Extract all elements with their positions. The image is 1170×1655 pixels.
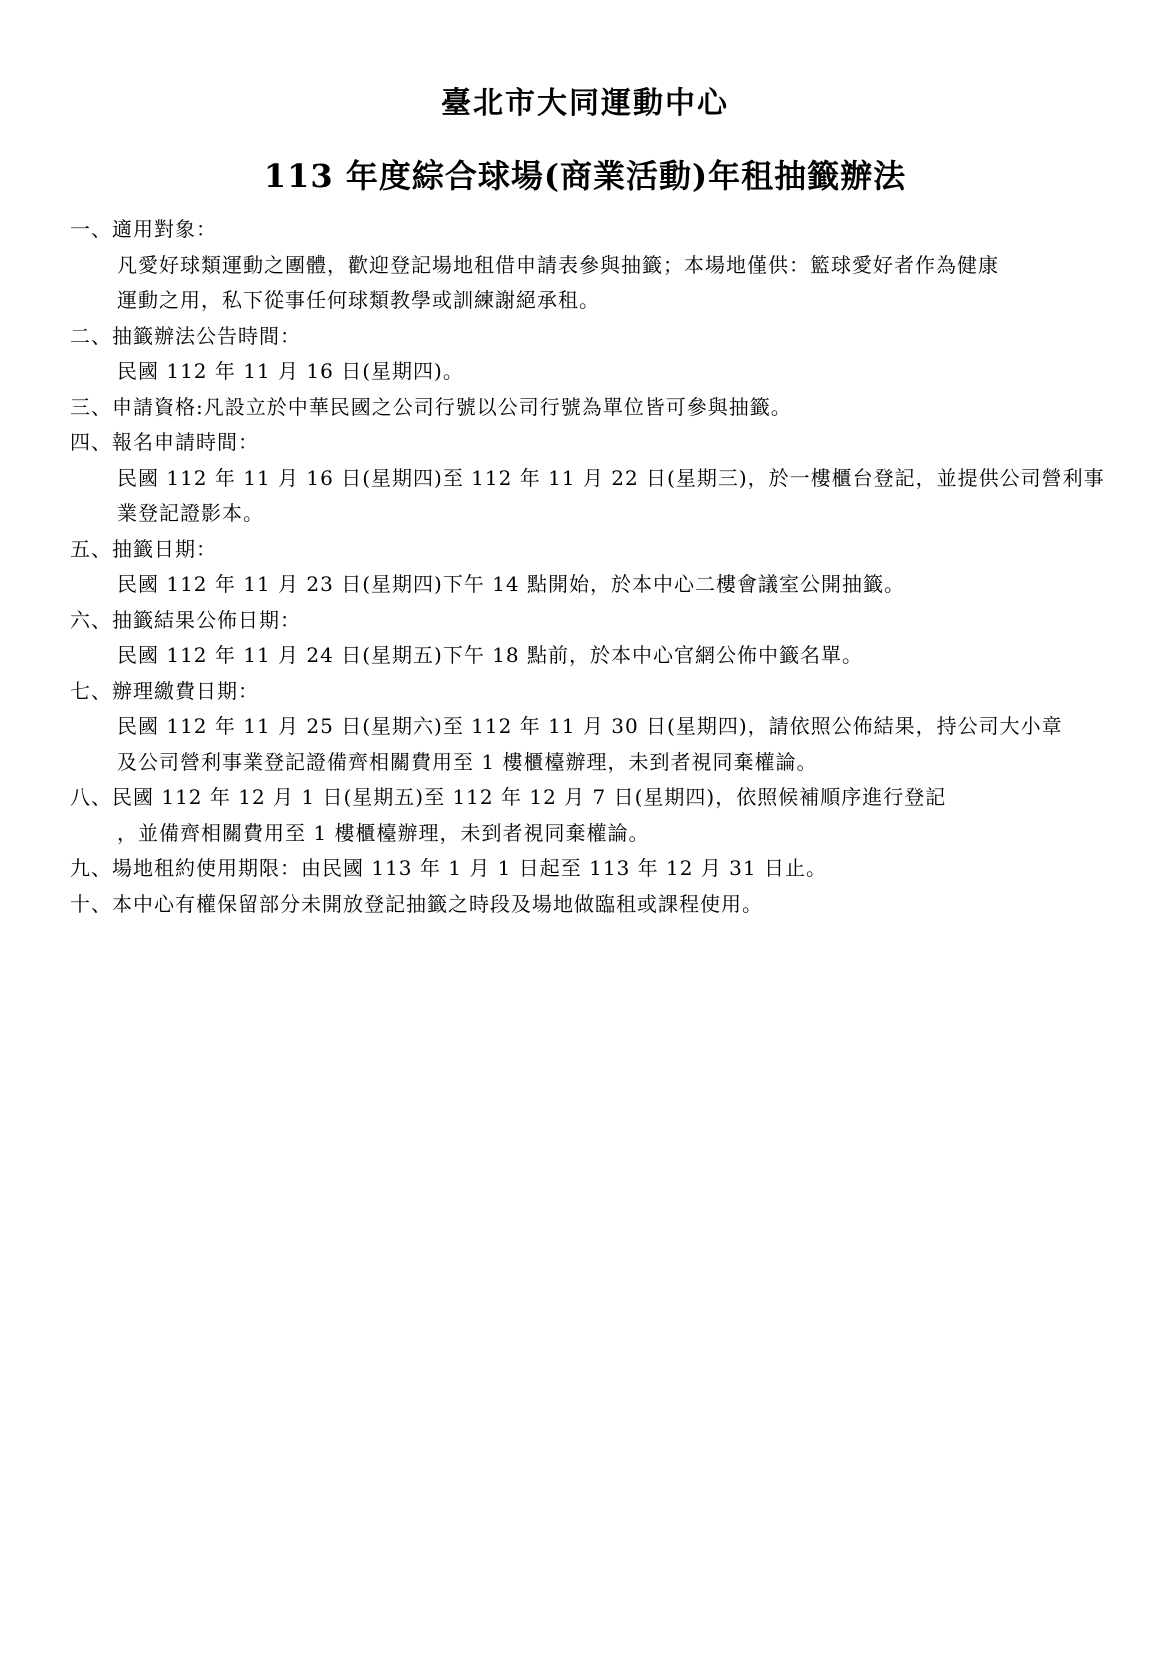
section-3-text: 三、申請資格:凡設立於中華民國之公司行號以公司行號為單位皆可參與抽籤。 <box>70 394 792 419</box>
section-4-heading: 四、報名申請時間： <box>70 430 259 454</box>
section-8-text-line-1: 八、民國 112 年 12 月 1 日(星期五)至 112 年 12 月 7 日(星期四)，依照候補順序進行登記 <box>70 785 947 809</box>
section-4-text-line-2: 業登記證影本。 <box>117 501 264 525</box>
document-subtitle: 113 年度綜合球場(商業活動)年租抽籤辦法 <box>263 157 907 195</box>
section-2-heading: 二、抽籤辦法公告時間： <box>70 323 301 348</box>
section-7-text-line-1: 民國 112 年 11 月 25 日(星期六)至 112 年 11 月 30 日(星期四)，請依照公佈結果，持公司大小章 <box>117 714 1063 738</box>
section-1-text-line-2: 運動之用，私下從事任何球類教學或訓練謝絕承租。 <box>117 288 600 312</box>
document-title: 臺北市大同運動中心 <box>441 86 729 121</box>
section-10-text: 十、本中心有權保留部分未開放登記抽籤之時段及場地做臨租或課程使用。 <box>70 891 763 916</box>
section-1-text-line-1: 凡愛好球類運動之團體，歡迎登記場地租借申請表參與抽籤；本場地僅供：籃球愛好者作為健康 <box>117 252 999 277</box>
section-6-heading: 六、抽籤結果公佈日期： <box>70 607 301 632</box>
section-5-heading: 五、抽籤日期： <box>70 536 217 561</box>
section-7-text-line-2: 及公司營利事業登記證備齊相關費用至 1 樓櫃檯辦理，未到者視同棄權論。 <box>117 749 818 774</box>
section-7-heading: 七、辦理繳費日期： <box>70 678 259 703</box>
section-9-text: 九、場地租約使用期限：由民國 113 年 1 月 1 日起至 113 年 12 月 31 日止。 <box>70 856 827 880</box>
section-4-text-line-1: 民國 112 年 11 月 16 日(星期四)至 112 年 11 月 22 日(星期三)，於一樓櫃台登記，並提供公司營利事 <box>117 465 1105 490</box>
section-8-text-line-2: ，並備齊相關費用至 1 樓櫃檯辦理，未到者視同棄權論。 <box>117 820 650 845</box>
section-1-heading: 一、適用對象： <box>70 217 217 241</box>
section-2-text: 民國 112 年 11 月 16 日(星期四)。 <box>117 359 464 383</box>
section-5-text: 民國 112 年 11 月 23 日(星期四)下午 14 點開始，於本中心二樓會議室公開抽籤。 <box>117 572 905 596</box>
section-6-text: 民國 112 年 11 月 24 日(星期五)下午 18 點前，於本中心官網公佈中籤名單。 <box>117 643 863 667</box>
document-body <box>70 212 1150 922</box>
